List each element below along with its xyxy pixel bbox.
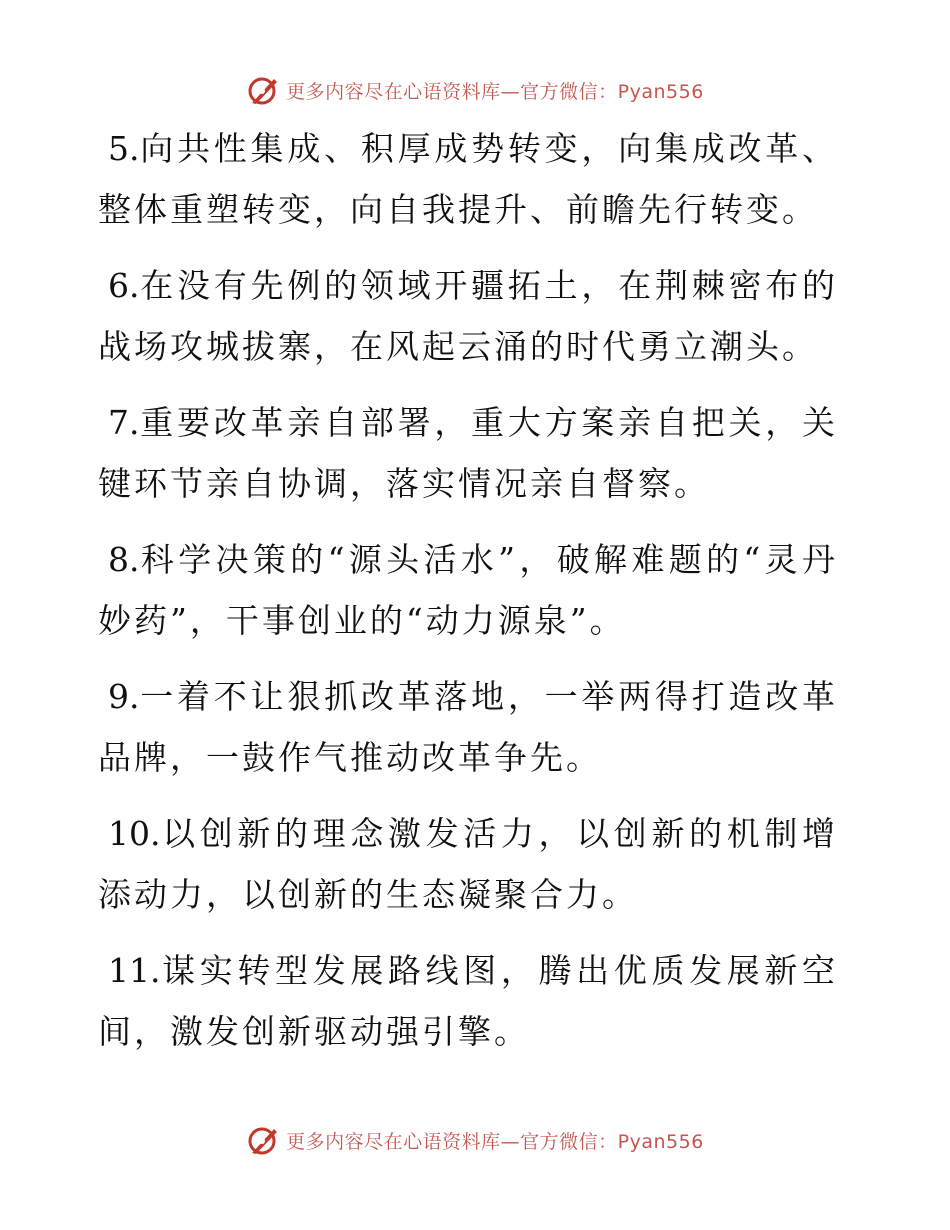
item-text: 以创新的理念激发活力，以创新的机制增添动力，以创新的生态凝聚合力。 bbox=[98, 814, 838, 914]
item-number: 5. bbox=[108, 129, 140, 168]
list-item bbox=[98, 255, 838, 377]
item-number: 8. bbox=[108, 540, 140, 579]
footer-banner bbox=[0, 1120, 950, 1160]
item-text: 一着不让狠抓改革落地，一举两得打造改革品牌，一鼓作气推动改革争先。 bbox=[98, 677, 838, 777]
list-item bbox=[98, 940, 838, 1062]
list-item bbox=[98, 118, 838, 240]
list-item bbox=[98, 392, 838, 514]
list-item bbox=[98, 529, 838, 651]
item-number: 9. bbox=[108, 677, 140, 716]
item-text: 科学决策的“源头活水”，破解难题的“灵丹妙药”，干事创业的“动力源泉”。 bbox=[98, 540, 838, 640]
header-text: 更多内容尽在心语资料库—官方微信：Pyan556 bbox=[286, 80, 704, 103]
item-text: 重要改革亲自部署，重大方案亲自把关，关键环节亲自协调，落实情况亲自督察。 bbox=[98, 403, 838, 503]
list-item bbox=[98, 803, 838, 925]
item-number: 10. bbox=[108, 814, 161, 853]
list-item bbox=[98, 666, 838, 788]
item-text: 在没有先例的领域开疆拓土，在荆棘密布的战场攻城拔寨，在风起云涌的时代勇立潮头。 bbox=[98, 266, 838, 366]
item-text: 向共性集成、积厚成势转变，向集成改革、整体重塑转变，向自我提升、前瞻先行转变。 bbox=[98, 129, 838, 229]
quill-in-circle-icon bbox=[246, 73, 280, 107]
quill-in-circle-icon bbox=[246, 1123, 280, 1157]
footer-text: 更多内容尽在心语资料库—官方微信：Pyan556 bbox=[286, 1130, 704, 1153]
item-text: 谋实转型发展路线图，腾出优质发展新空间，激发创新驱动强引擎。 bbox=[98, 951, 838, 1051]
header-banner bbox=[0, 70, 950, 110]
item-number: 6. bbox=[108, 266, 140, 305]
item-number: 7. bbox=[108, 403, 140, 442]
document-body bbox=[98, 118, 838, 1077]
item-number: 11. bbox=[108, 951, 161, 990]
